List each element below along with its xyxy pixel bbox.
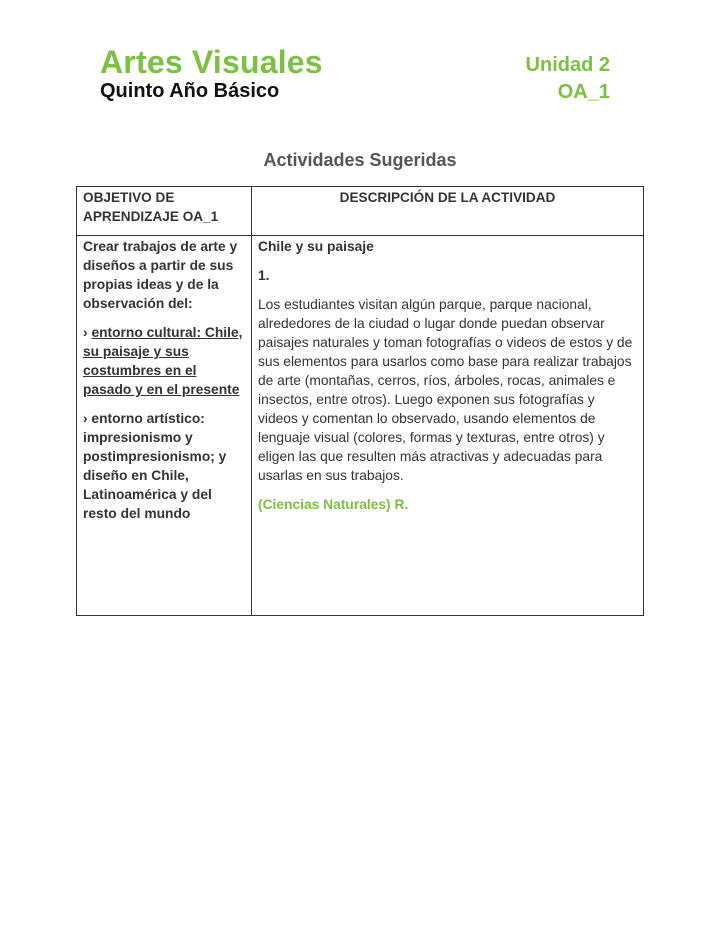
objective-cell [77,236,252,616]
description-column-header: DESCRIPCIÓN DE LA ACTIVIDAD [252,187,644,236]
subject-title: Artes Visuales [100,44,323,80]
objective-item-artistic: › entorno artístico: impresionismo y postimpresionismo; y diseño en Chile, Latinoamérica y del resto del mundo [83,411,227,521]
section-title: Actividades Sugeridas [263,150,457,170]
description-cell [252,236,644,616]
cross-reference-link: (Ciencias Naturales) R. [258,497,409,512]
grade-subtitle: Quinto Año Básico [100,80,280,102]
unit-label: Unidad 2 [525,54,610,76]
table-row [77,236,644,616]
activity-body: Los estudiantes visitan algún parque, parque nacional, alrededores de la ciudad o lugar donde puedan observar paisajes naturales y toman fotografías o videos de estos y de sus elementos para usarlos como base para realizar trabajos de arte (montañas, cerros, ríos, árboles, rocas, animales e insectos, entre otros). Luego exponen sus fotografías y videos y comentan lo observado, usando elementos de lenguaje visual (colores, formas y texturas, entre otros) y eligen las que resulten más atractivas y adecuadas para usarlas en sus trabajos. [258,297,633,483]
table-header-row [77,187,644,236]
bullet-marker: › [83,325,92,340]
activity-title: Chile y su paisaje [258,239,374,254]
oa-code-label: OA_1 [557,81,610,103]
objective-column-header: OBJETIVO DE APRENDIZAJE OA_1 [77,187,252,236]
objective-intro: Crear trabajos de arte y diseños a partir de sus propias ideas y de la observación del: [83,239,238,311]
objective-item-cultural-text: entorno cultural: Chile, su paisaje y sus costumbres en el pasado y en el presente [83,325,243,397]
document-header [100,44,610,114]
activities-table [76,186,644,616]
activity-number: 1. [258,268,270,283]
objective-item-cultural [83,323,245,399]
